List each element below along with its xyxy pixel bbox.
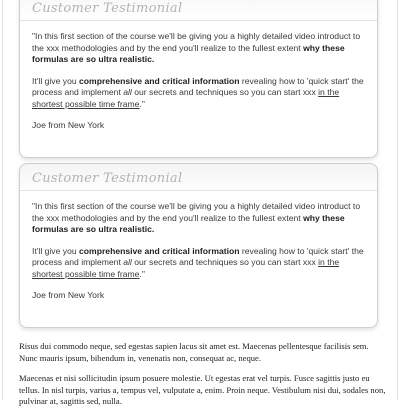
quote-bold-text: why these formulas are so ultra realistic.	[32, 42, 345, 64]
shortest-time-frame-link[interactable]: in the shortest possible time frame	[32, 257, 340, 279]
testimonial-detail-paragraph	[32, 246, 365, 281]
shortest-time-frame-link[interactable]: in the shortest possible time frame	[32, 87, 340, 109]
body-paragraph: Risus dui commodo neque, sed egestas sapien lacus sit amet est. Maecenas pellentesque facilisis sem. Nunc mauris ipsum, bibendum in, venenatis non, consequat ac, neque.	[19, 341, 369, 363]
detail-text: It'll give you	[32, 75, 80, 86]
detail-text: revealing how to 'quick start' the process and implement	[32, 245, 364, 267]
testimonial-divider	[20, 20, 377, 21]
testimonial-detail-paragraph	[32, 76, 365, 111]
detail-text: our secrets and techniques so you can start xxx	[131, 257, 319, 267]
detail-text: our secrets and techniques so you can start xxx	[131, 87, 319, 97]
detail-bold-text: comprehensive and critical information	[79, 245, 240, 256]
testimonial-quote-paragraph	[32, 31, 365, 66]
detail-bold-text: comprehensive and critical information	[79, 75, 240, 86]
body-copy	[19, 341, 387, 417]
testimonial-quote-paragraph	[32, 201, 365, 236]
testimonial-divider	[20, 190, 377, 191]
detail-text: ."	[139, 268, 145, 279]
quote-bold-text: why these formulas are so ultra realistic.	[32, 212, 345, 234]
testimonial-author: Joe from New York	[32, 290, 105, 300]
quote-text: "In this first section of the course we'll be giving you a highly detailed video introduct to the xxx methodologies and by the end you'll realize to the fullest extent	[32, 201, 361, 223]
testimonial-heading: Customer Testimonial	[32, 1, 183, 16]
page-right-border	[397, 0, 398, 400]
detail-italic-text: all	[123, 257, 132, 267]
quote-text: "In this first section of the course we'll be giving you a highly detailed video introduct to the xxx methodologies and by the end you'll realize to the fullest extent	[32, 31, 361, 53]
testimonial-heading: Customer Testimonial	[32, 171, 183, 186]
testimonial-box	[19, 163, 378, 328]
detail-italic-text: all	[123, 87, 132, 97]
testimonial-author: Joe from New York	[32, 120, 105, 130]
detail-text: revealing how to 'quick start' the process and implement	[32, 75, 364, 97]
body-paragraph: Maecenas et nisi sollicitudin ipsum posuere molestie. Ut egestas erat vel turpis. Fusce sagittis justo eu tellus. In nisl turpis, varius a, tempus vel, vulputate a, enim. Proin neque. Vestibulum nisi dui, sodales non, pulvinar at, sagittis sed, nulla.	[19, 373, 386, 406]
detail-text: ."	[139, 98, 145, 109]
testimonial-box	[19, 0, 378, 158]
page-left-border	[2, 0, 3, 400]
detail-text: It'll give you	[32, 245, 80, 256]
